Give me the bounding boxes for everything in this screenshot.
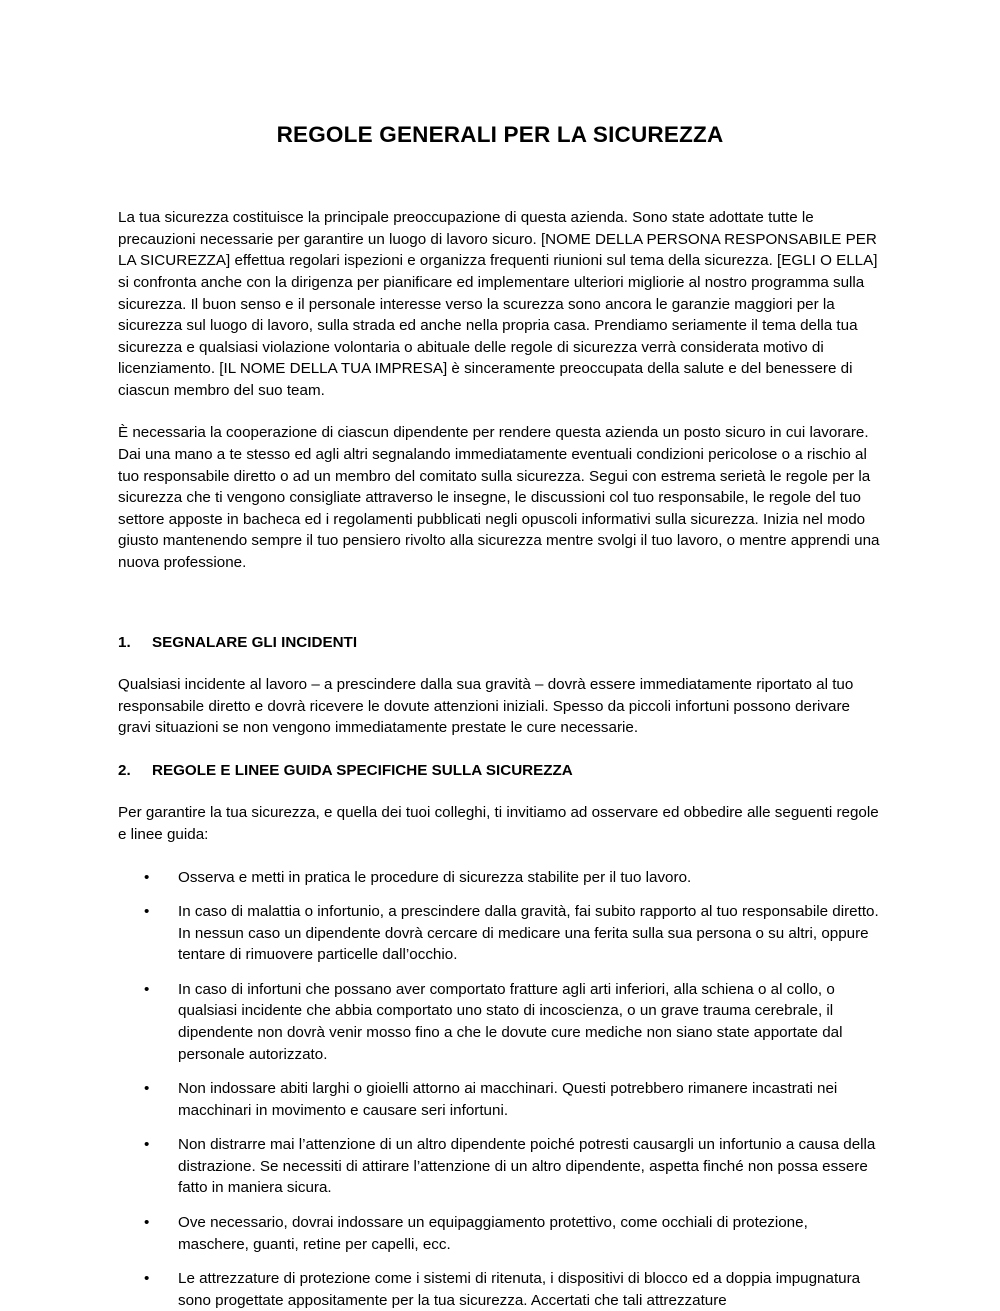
bullet-icon: • <box>144 903 150 921</box>
spacer <box>118 739 882 760</box>
bullet-icon: • <box>144 980 150 998</box>
list-item <box>118 1212 882 1255</box>
spacer <box>118 401 882 422</box>
list-item-text: In caso di malattia o infortunio, a prescindere dalla gravità, fai subito rapporto al tuo responsabile diretto. In nessun caso un dipendente dovrà cercare di medicare una ferita sulla sua persona o su altri, oppure tentare di rimuovere particelle dall’occhio. <box>178 903 879 964</box>
section-heading-1 <box>118 632 882 654</box>
section-number: 1. <box>118 633 131 651</box>
list-item-text: Osserva e metti in pratica le procedure di sicurezza stabilite per il tuo lavoro. <box>178 868 692 886</box>
section-title: SEGNALARE GLI INCIDENTI <box>152 633 358 651</box>
spacer <box>118 846 882 867</box>
intro-paragraph-2: È necessaria la cooperazione di ciascun dipendente per rendere questa azienda un posto sicuro in cui lavorare. Dai una mano a te stesso ed agli altri segnalando immediatamente eventuali condizioni pericolose o a rischio al tuo responsabile diretto o ad un membro del comitato sulla sicurezza. Segui con estrema serietà le regole per la sicurezza che ti vengono consigliate attraverso le insegne, le discussioni col tuo responsabile, le regole del tuo settore apposte in bacheca ed i regolamenti pubblicati negli opuscoli informativi sulla sicurezza. Inizia nel modo giusto mantenendo sempre il tuo pensiero rivolto alla sicurezza mentre svolgi il tuo lavoro, o mentre apprendi una nuova professione. <box>118 424 880 571</box>
spacer <box>118 781 882 802</box>
section-body-2: Per garantire la tua sicurezza, e quella dei tuoi colleghi, ti invitiamo ad osservare ed obbedire alle seguenti regole e linee guida: <box>118 804 879 843</box>
list-item <box>118 901 882 966</box>
bullet-icon: • <box>144 868 150 886</box>
list-item-text: In caso di infortuni che possano aver comportato fratture agli arti inferiori, alla schiena o al collo, o qualsiasi incidente che abbia comportato uno stato di incoscienza, o un grave trauma cerebrale, il dipendente non dovrà venir mosso fino a che le dovute cure mediche non siano state apportate dal personale autorizzato. <box>178 980 843 1063</box>
section-title: REGOLE E LINEE GUIDA SPECIFICHE SULLA SICUREZZA <box>152 761 573 779</box>
list-item <box>118 867 882 889</box>
page-title: REGOLE GENERALI PER LA SICUREZZA <box>276 122 724 147</box>
spacer <box>118 149 882 207</box>
list-item-text: Ove necessario, dovrai indossare un equipaggiamento protettivo, come occhiali di protezione, maschere, guanti, retine per capelli, ecc. <box>178 1214 808 1253</box>
bullet-icon: • <box>144 1080 150 1098</box>
bullet-icon: • <box>144 1270 150 1288</box>
safety-rules-list <box>118 867 882 1311</box>
section-heading-2 <box>118 760 882 782</box>
list-item <box>118 979 882 1065</box>
list-item <box>118 1134 882 1199</box>
bullet-icon: • <box>144 1136 150 1154</box>
bullet-icon: • <box>144 1214 150 1232</box>
list-item-text: Non indossare abiti larghi o gioielli attorno ai macchinari. Questi potrebbero rimanere incastrati nei macchinari in movimento e causare seri infortuni. <box>178 1080 838 1119</box>
list-item-text: Le attrezzature di protezione come i sistemi di ritenuta, i dispositivi di blocco ed a doppia impugnatura sono progettate appositamente per la tua sicurezza. Accertati che tali attrezzature <box>178 1270 861 1309</box>
spacer <box>118 574 882 632</box>
intro-paragraph-1: La tua sicurezza costituisce la principale preoccupazione di questa azienda. Sono state adottate tutte le precauzioni necessarie per garantire un luogo di lavoro sicuro. [NOME DELLA PERSONA RESPONSABILE PER LA SICUREZZA] effettua regolari ispezioni e organizza frequenti riunioni sul tema della sicurezza. [EGLI O ELLA] si confronta anche con la dirigenza per pianificare ed implementare ulteriori migliorie al nostro programma sulla sicurezza. Il buon senso e il personale interesse verso la scurezza sono ancora le garanzie maggiori per la sicurezza sul luogo di lavoro, sulla strada ed anche nella propria casa. Prendiamo seriamente il tema della tua sicurezza e qualsiasi violazione volontaria o abituale delle regole di sicurezza verrà considerata motivo di licenziamento. [IL NOME DELLA TUA IMPRESA] è sinceramente preoccupata della salute e del benessere di ciascun membro del suo team. <box>118 209 878 399</box>
list-item-text: Non distrarre mai l’attenzione di un altro dipendente poiché potresti causargli un infortunio a causa della distrazione. Se necessiti di attirare l’attenzione di un altro dipendente, aspetta finché non possa essere fatto in maniera sicura. <box>178 1136 876 1197</box>
section-number: 2. <box>118 761 131 779</box>
spacer <box>118 653 882 674</box>
list-item <box>118 1078 882 1121</box>
section-body-1: Qualsiasi incidente al lavoro – a prescindere dalla sua gravità – dovrà essere immediatamente riportato al tuo responsabile diretto e dovrà ricevere le dovute attenzioni iniziali. Spesso da piccoli infortuni possono derivare gravi situazioni se non vengono immediatamente prestate le cure necessarie. <box>118 676 854 737</box>
